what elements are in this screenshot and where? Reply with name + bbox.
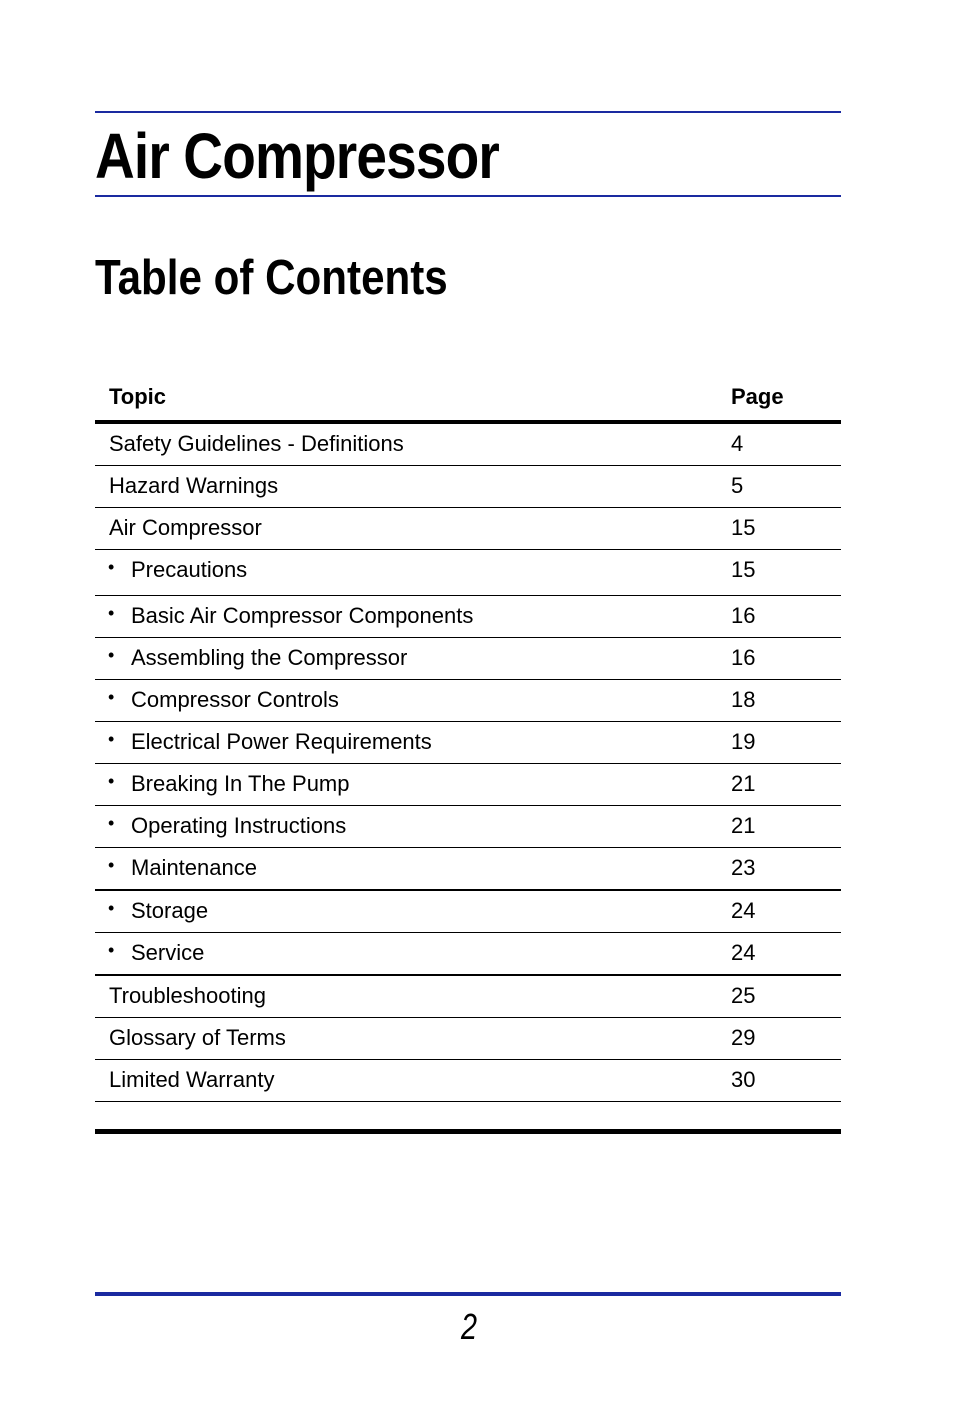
toc-row-topic: Safety Guidelines - Definitions <box>109 431 404 456</box>
toc-header-topic: Topic <box>109 384 167 409</box>
toc-row[interactable] <box>95 1018 841 1060</box>
toc-row[interactable] <box>95 806 841 848</box>
toc-row-topic: Service <box>131 940 205 965</box>
toc-row-page: 18 <box>731 687 756 712</box>
toc-row-page: 5 <box>731 473 744 498</box>
toc-row-topic: Limited Warranty <box>109 1067 275 1092</box>
toc-row[interactable] <box>95 1060 841 1102</box>
bullet-icon: • <box>108 940 115 960</box>
toc-row-topic: Maintenance <box>131 855 257 880</box>
toc-row-topic: Precautions <box>131 557 248 582</box>
toc-row-topic: Electrical Power Requirements <box>131 729 432 754</box>
toc-row-page: 21 <box>731 813 756 838</box>
toc-row-topic: Glossary of Terms <box>109 1025 286 1050</box>
toc-row-page: 19 <box>731 729 756 754</box>
toc-row[interactable] <box>95 722 841 764</box>
toc-row[interactable] <box>95 976 841 1018</box>
toc-row-topic: Basic Air Compressor Components <box>131 603 474 628</box>
toc-row-page: 21 <box>731 771 756 796</box>
toc-header-row <box>95 376 841 424</box>
toc-row[interactable] <box>95 764 841 806</box>
toc-row[interactable] <box>95 424 841 466</box>
toc-row-page: 24 <box>731 898 756 923</box>
toc-heading: Table of Contents <box>95 251 448 305</box>
toc-row-page: 16 <box>731 645 756 670</box>
toc-row-topic: Breaking In The Pump <box>131 771 350 796</box>
title-top-rule <box>95 111 841 113</box>
toc-row[interactable] <box>95 680 841 722</box>
toc-row-topic: Assembling the Compressor <box>131 645 408 670</box>
bullet-icon: • <box>108 855 115 875</box>
toc-row-topic: Troubleshooting <box>109 983 266 1008</box>
toc-row[interactable] <box>95 638 841 680</box>
toc-row[interactable] <box>95 848 841 891</box>
toc-row[interactable] <box>95 550 841 596</box>
table-end-rule <box>95 1129 841 1134</box>
toc-row-topic: Air Compressor <box>109 515 262 540</box>
bullet-icon: • <box>108 687 115 707</box>
bullet-icon: • <box>108 645 115 665</box>
toc-row-page: 15 <box>731 557 756 582</box>
toc-row[interactable] <box>95 466 841 508</box>
toc-header-page: Page <box>731 384 784 409</box>
toc-row-page: 4 <box>731 431 744 456</box>
toc-row[interactable] <box>95 508 841 550</box>
toc-row-page: 25 <box>731 983 756 1008</box>
toc-row-page: 29 <box>731 1025 756 1050</box>
toc-row-page: 24 <box>731 940 756 965</box>
footer-rule <box>95 1292 841 1296</box>
toc-row[interactable] <box>95 933 841 976</box>
toc-row-topic: Operating Instructions <box>131 813 347 838</box>
document-title: Air Compressor <box>95 120 499 192</box>
toc-row-topic: Hazard Warnings <box>109 473 279 498</box>
bullet-icon: • <box>108 771 115 791</box>
bullet-icon: • <box>108 557 115 577</box>
title-bottom-rule <box>95 195 841 197</box>
toc-row[interactable] <box>95 596 841 638</box>
toc-table <box>95 376 841 1102</box>
toc-row-page: 16 <box>731 603 756 628</box>
toc-row-page: 30 <box>731 1067 756 1092</box>
toc-row-topic: Compressor Controls <box>131 687 339 712</box>
toc-row-topic: Storage <box>131 898 209 923</box>
bullet-icon: • <box>108 813 115 833</box>
bullet-icon: • <box>108 603 115 623</box>
page-number: 2 <box>460 1306 478 1347</box>
bullet-icon: • <box>108 898 115 918</box>
toc-row-page: 23 <box>731 855 756 880</box>
toc-row-page: 15 <box>731 515 756 540</box>
bullet-icon: • <box>108 729 115 749</box>
toc-row[interactable] <box>95 891 841 933</box>
